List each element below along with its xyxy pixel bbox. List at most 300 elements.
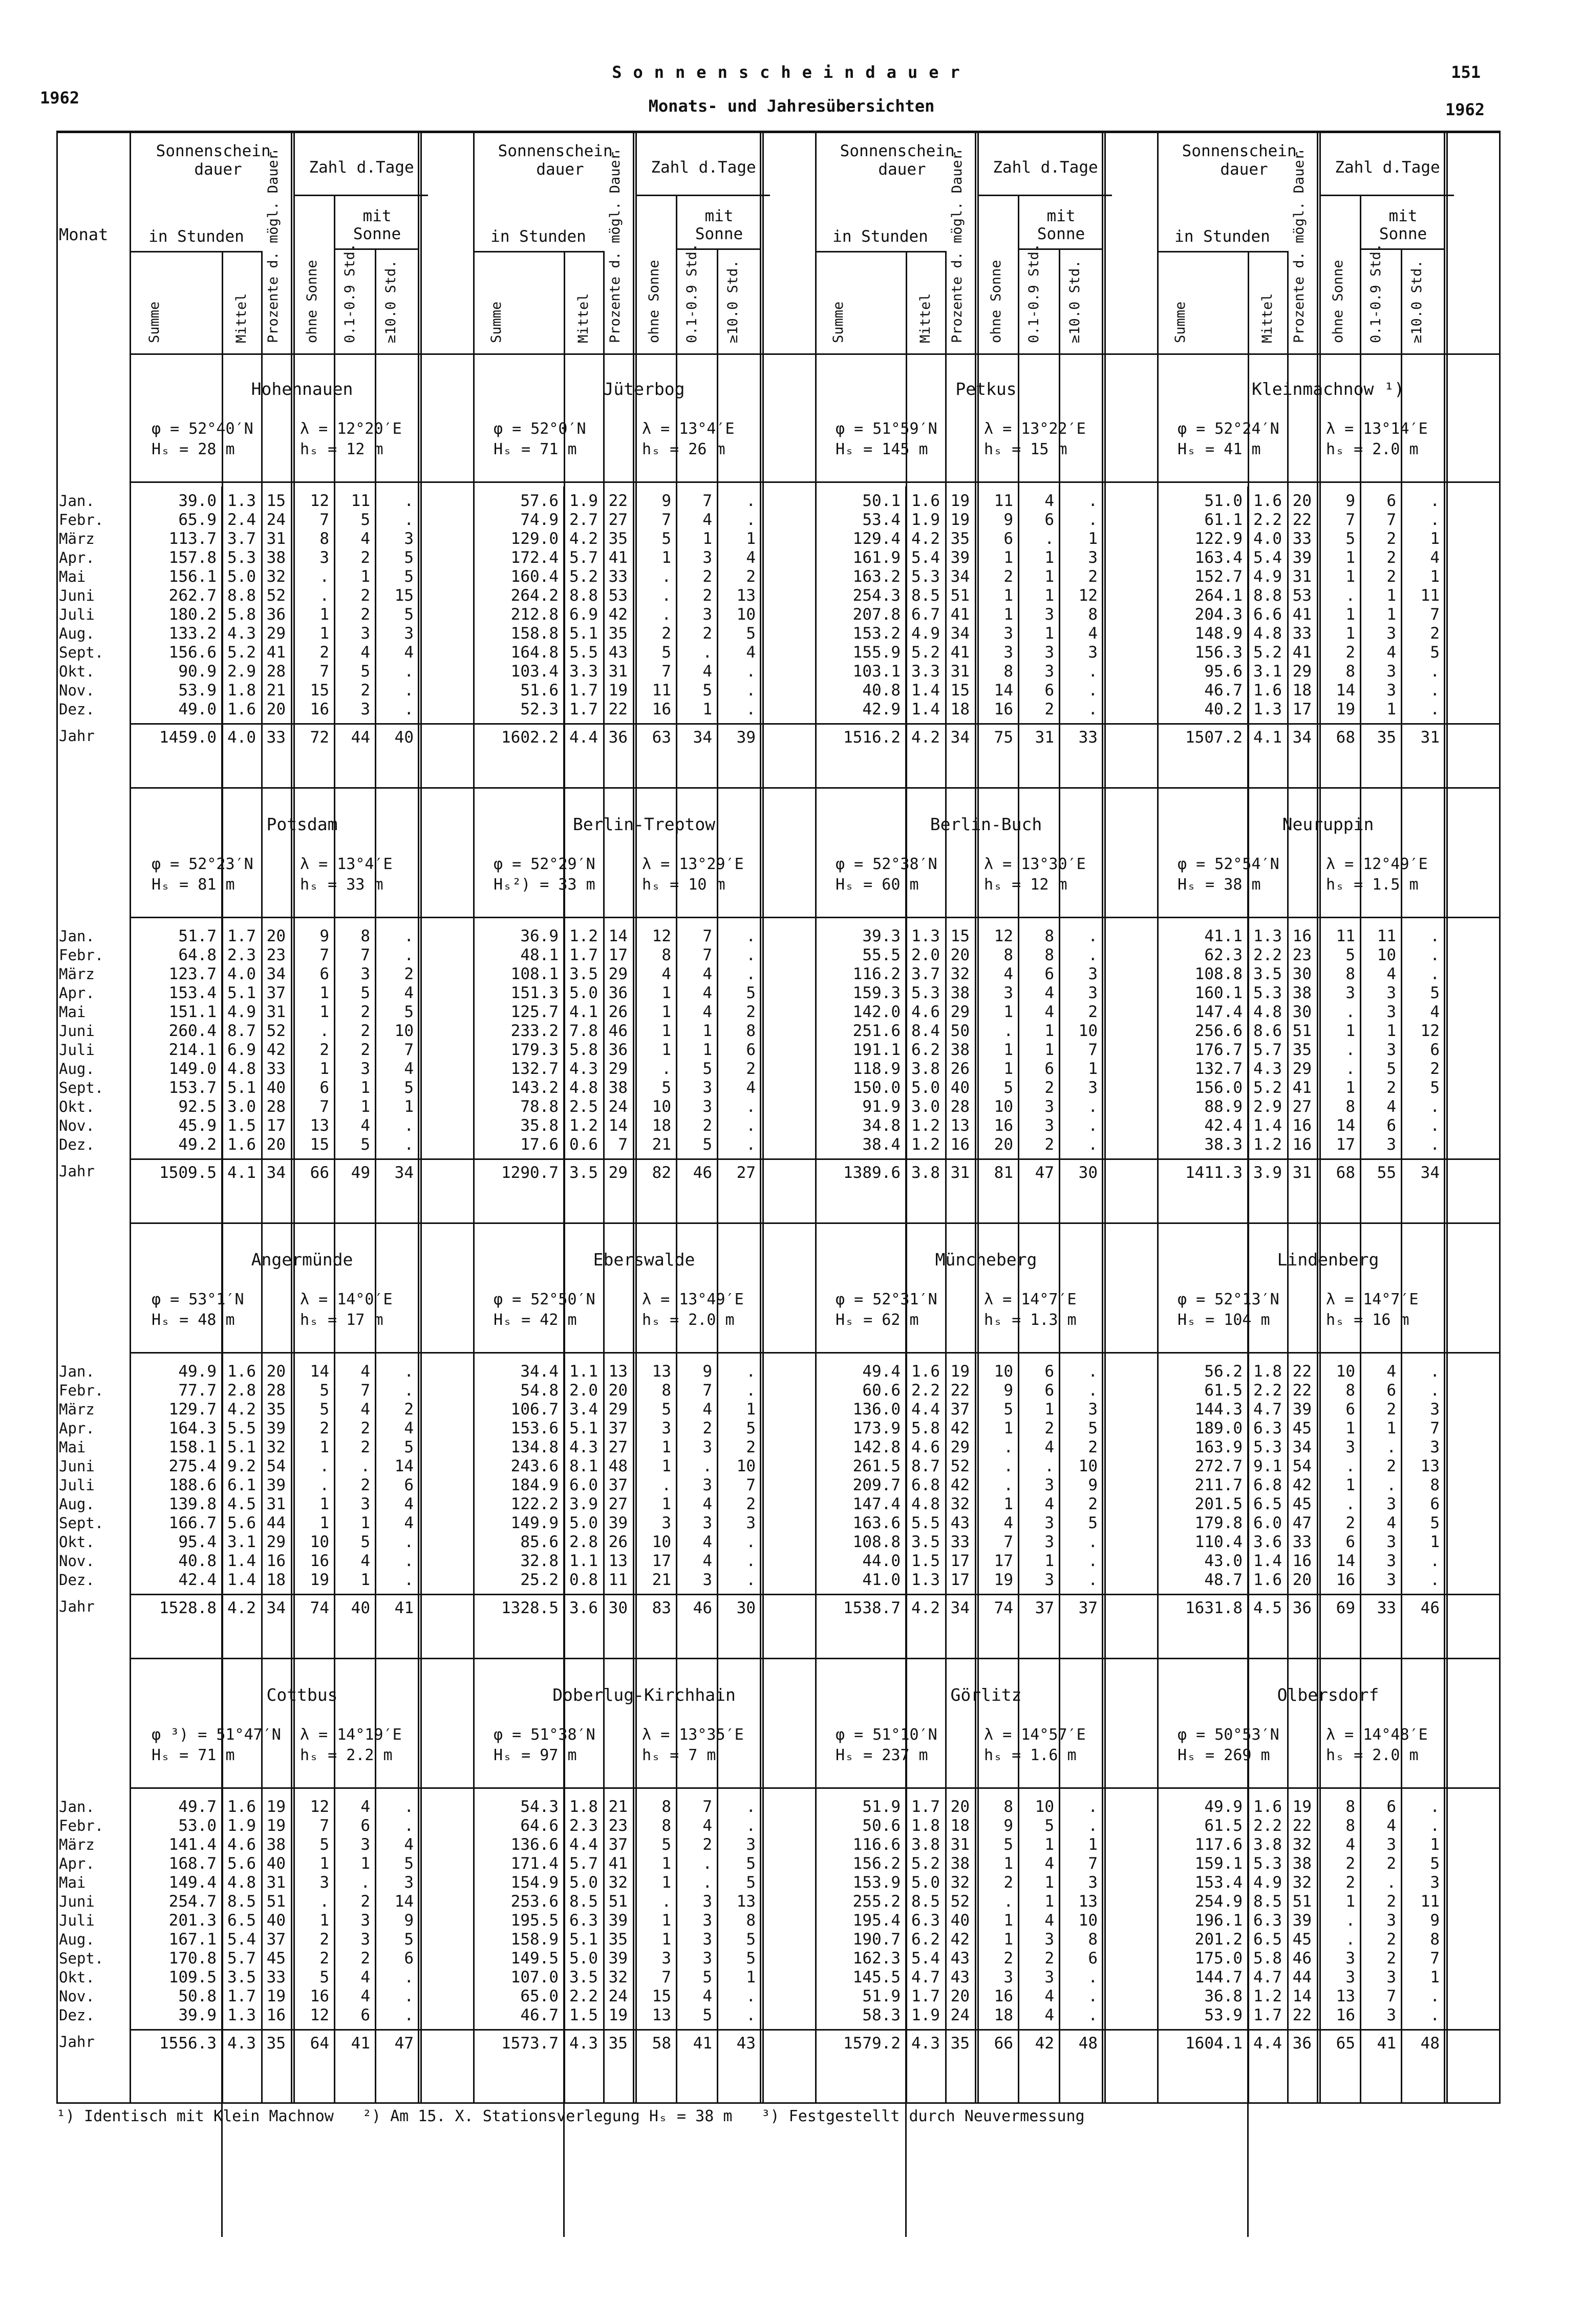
table-cell: .	[746, 700, 756, 719]
year-cell: 31	[1420, 728, 1440, 747]
table-bottom-rule	[58, 2102, 1501, 2104]
table-cell: .	[1430, 492, 1440, 510]
table-cell: 5	[661, 1835, 671, 1854]
table-cell: 19	[994, 1571, 1013, 1589]
table-cell: .	[1088, 1552, 1098, 1570]
table-cell: 78.8	[520, 1097, 559, 1116]
table-cell: 1	[1088, 1835, 1098, 1854]
table-cell: 173.9	[852, 1419, 901, 1438]
table-cell: 45	[1292, 1419, 1312, 1438]
station-column	[815, 133, 1159, 2104]
table-cell: 1.6	[227, 700, 256, 719]
year-cell: 47	[1035, 1164, 1054, 1182]
table-cell: 2	[702, 586, 712, 605]
table-cell: 61.1	[1204, 511, 1243, 529]
table-cell: 1.4	[227, 1571, 256, 1589]
table-cell: 3.3	[569, 662, 598, 681]
table-cell: 19	[266, 1816, 286, 1835]
table-cell: 1	[1345, 1476, 1355, 1494]
table-cell: 43.0	[1204, 1552, 1243, 1570]
year-cell: 1602.2	[501, 728, 559, 747]
table-cell: 11	[1420, 586, 1440, 605]
table-cell: 261.5	[852, 1457, 901, 1475]
sunshine-header-2: dauer	[536, 160, 584, 179]
year-right: 1962	[1445, 100, 1485, 119]
table-cell: 254.3	[852, 586, 901, 605]
table-cell: 40	[266, 1854, 286, 1873]
table-cell: 38	[1292, 984, 1312, 1002]
table-cell: 8	[1003, 662, 1013, 681]
table-cell: 33	[266, 1968, 286, 1987]
table-cell: 1	[319, 984, 329, 1002]
year-cell: 35	[266, 2034, 286, 2053]
table-cell: 6	[1044, 965, 1054, 983]
table-cell: .	[746, 1116, 756, 1135]
table-cell: 149.9	[510, 1514, 559, 1532]
year-cell: 41	[351, 2034, 370, 2053]
table-cell: 23	[608, 1816, 628, 1835]
table-cell: 16	[266, 1552, 286, 1570]
year-label: Jahr	[59, 1163, 95, 1180]
month-label: Nov.	[59, 1552, 95, 1570]
table-cell: 5.2	[1253, 1079, 1282, 1097]
table-cell: 1	[1003, 1930, 1013, 1949]
table-cell: 17	[266, 1116, 286, 1135]
with-sun-header: mit	[1046, 207, 1076, 225]
table-cell: 19	[266, 1987, 286, 2005]
with-sun-header: mit	[1388, 207, 1418, 225]
with-sun-header: mit	[362, 207, 392, 225]
table-cell: 23	[266, 946, 286, 964]
table-cell: .	[404, 946, 414, 964]
table-cell: 2.5	[569, 1097, 598, 1116]
table-cell: .	[746, 1381, 756, 1400]
table-cell: 5	[702, 2006, 712, 2024]
table-cell: 264.2	[510, 586, 559, 605]
station-elevation: Hₛ = 104 m	[1178, 1311, 1270, 1329]
table-cell: 2	[702, 567, 712, 586]
table-cell: 4	[1430, 1003, 1440, 1021]
station-name: Berlin-Buch	[930, 814, 1042, 834]
table-cell: 1	[1088, 1060, 1098, 1078]
table-cell: 7.8	[569, 1022, 598, 1040]
table-cell: .	[746, 1135, 756, 1154]
table-cell: 1	[661, 1495, 671, 1513]
table-cell: 6.6	[1253, 605, 1282, 624]
table-cell: 196.1	[1194, 1911, 1243, 1930]
month-label: Apr.	[59, 549, 95, 566]
table-cell: 3.8	[1253, 1835, 1282, 1854]
table-cell: 8.6	[1253, 1022, 1282, 1040]
column-label: ohne Sonne	[304, 260, 320, 343]
table-cell: 9.1	[1253, 1457, 1282, 1475]
table-cell: 3.8	[911, 1835, 940, 1854]
year-cell: 4.2	[911, 728, 940, 747]
table-cell: 44	[266, 1514, 286, 1532]
table-cell: 41	[950, 605, 970, 624]
station-name: Lindenberg	[1277, 1250, 1379, 1270]
station-elevation: Hₛ = 71 m	[494, 440, 577, 458]
year-cell: 4.1	[1253, 728, 1282, 747]
table-cell: 38	[266, 1835, 286, 1854]
table-cell: 5	[1003, 1079, 1013, 1097]
station-longitude: λ = 13°35′E	[642, 1726, 744, 1744]
station-block	[473, 1659, 815, 2095]
table-cell: 3	[1044, 1930, 1054, 1949]
table-cell: 65.0	[520, 1987, 559, 2005]
table-cell: .	[404, 927, 414, 945]
table-cell: 147.4	[852, 1495, 901, 1513]
table-cell: .	[404, 1816, 414, 1835]
table-cell: 149.5	[510, 1949, 559, 1968]
station-block	[1157, 353, 1499, 789]
table-cell: 1	[1088, 530, 1098, 548]
table-cell: 161.9	[852, 548, 901, 567]
table-cell: 4.8	[1253, 624, 1282, 643]
table-cell: 53.9	[1204, 2006, 1243, 2024]
table-cell: 5	[1345, 946, 1355, 964]
table-cell: 1.7	[569, 946, 598, 964]
table-cell: .	[746, 511, 756, 529]
month-label: Jan.	[59, 492, 95, 510]
table-cell: 3	[1044, 1533, 1054, 1551]
table-cell: 13	[608, 1552, 628, 1570]
table-cell: 90.9	[178, 662, 217, 681]
table-cell: 37	[608, 1476, 628, 1494]
table-cell: .	[1430, 700, 1440, 719]
year-rule	[473, 2029, 815, 2031]
table-cell: 40.2	[1204, 700, 1243, 719]
year-cell: 1509.5	[159, 1164, 217, 1182]
year-cell: 74	[994, 1599, 1013, 1617]
table-cell: 3	[1386, 1041, 1396, 1059]
table-cell: .	[1345, 1041, 1355, 1059]
table-cell: 254.7	[168, 1892, 217, 1911]
table-cell: 45	[1292, 1495, 1312, 1513]
year-cell: 1459.0	[159, 728, 217, 747]
table-cell: 1.6	[1253, 681, 1282, 700]
table-cell: 8	[1345, 1798, 1355, 1816]
table-cell: 17	[950, 1571, 970, 1589]
year-rule	[473, 1594, 815, 1595]
table-cell: 201.5	[1194, 1495, 1243, 1513]
table-cell: 5	[404, 1854, 414, 1873]
table-cell: 49.0	[178, 700, 217, 719]
table-cell: 3	[1003, 624, 1013, 643]
table-cell: 264.1	[1194, 586, 1243, 605]
table-cell: 1	[1345, 548, 1355, 567]
table-cell: 20	[608, 1381, 628, 1400]
table-cell: 4	[1044, 1854, 1054, 1873]
year-rule	[1157, 723, 1499, 725]
table-cell: 34	[950, 567, 970, 586]
month-label: Nov.	[59, 1117, 95, 1134]
table-cell: 29	[1292, 1060, 1312, 1078]
table-cell: 6	[1044, 1060, 1054, 1078]
table-cell: .	[746, 1362, 756, 1381]
table-cell: 5	[404, 1930, 414, 1949]
table-cell: 1.8	[227, 681, 256, 700]
table-cell: 3.4	[569, 1400, 598, 1419]
table-cell: 2	[1044, 1079, 1054, 1097]
year-cell: 1631.8	[1185, 1599, 1243, 1617]
year-cell: 40	[394, 728, 414, 747]
table-cell: 5	[360, 662, 370, 681]
table-cell: 3	[702, 548, 712, 567]
table-cell: 160.1	[1194, 984, 1243, 1002]
table-cell: 40	[266, 1079, 286, 1097]
table-cell: 1	[1345, 567, 1355, 586]
data-rule	[473, 481, 815, 483]
table-cell: 5.2	[227, 643, 256, 662]
table-cell: 17	[652, 1552, 671, 1570]
table-cell: 175.0	[1194, 1949, 1243, 1968]
table-cell: 6	[1044, 1362, 1054, 1381]
table-cell: 3.1	[1253, 662, 1282, 681]
table-cell: 29	[266, 1533, 286, 1551]
table-cell: 6.5	[1253, 1495, 1282, 1513]
table-cell: 4.3	[569, 1060, 598, 1078]
table-cell: 9	[702, 1362, 712, 1381]
table-cell: 1	[661, 1003, 671, 1021]
table-cell: 2.9	[1253, 1097, 1282, 1116]
year-rule	[815, 723, 1157, 725]
table-cell: 37	[950, 1400, 970, 1419]
year-cell: 83	[652, 1599, 671, 1617]
table-cell: 2.8	[569, 1533, 598, 1551]
table-cell: 3	[1044, 1514, 1054, 1532]
table-cell: 2	[319, 643, 329, 662]
table-cell: 3	[360, 1911, 370, 1930]
table-cell: 16	[994, 1116, 1013, 1135]
table-cell: .	[404, 700, 414, 719]
table-cell: 8	[1044, 946, 1054, 964]
table-cell: 4.9	[1253, 1873, 1282, 1892]
table-cell: 4	[404, 1060, 414, 1078]
table-cell: .	[1345, 1930, 1355, 1949]
table-cell: 5	[319, 1381, 329, 1400]
table-cell: 41	[608, 1854, 628, 1873]
year-cell: 1573.7	[501, 2034, 559, 2053]
table-cell: 5.6	[227, 1514, 256, 1532]
table-cell: 132.7	[510, 1060, 559, 1078]
table-cell: 3.0	[227, 1097, 256, 1116]
table-cell: 22	[1292, 2006, 1312, 2024]
table-cell: .	[1345, 1003, 1355, 1021]
month-label: Juli	[59, 1041, 95, 1059]
table-cell: 64.8	[178, 946, 217, 964]
table-cell: 4.3	[227, 624, 256, 643]
table-cell: 17	[1336, 1135, 1355, 1154]
table-cell: .	[1430, 681, 1440, 700]
table-cell: 109.5	[168, 1968, 217, 1987]
year-cell: 58	[652, 2034, 671, 2053]
column-label: Summe	[1172, 301, 1188, 343]
table-cell: 3	[1345, 984, 1355, 1002]
table-cell: 3	[702, 1930, 712, 1949]
month-label: Juli	[59, 606, 95, 623]
table-cell: 3	[661, 1949, 671, 1968]
table-cell: 153.4	[168, 984, 217, 1002]
table-cell: 4.7	[911, 1968, 940, 1987]
table-cell: .	[746, 927, 756, 945]
station-elevation: Hₛ = 62 m	[836, 1311, 919, 1329]
year-cell: 41	[693, 2034, 712, 2053]
table-cell: 7	[702, 1381, 712, 1400]
table-cell: 2.7	[569, 511, 598, 529]
table-cell: 5	[404, 1438, 414, 1456]
table-cell: 7	[1430, 605, 1440, 624]
table-cell: 26	[608, 1003, 628, 1021]
table-cell: 6	[360, 2006, 370, 2024]
table-cell: 20	[266, 927, 286, 945]
station-longitude: λ = 14°0′E	[300, 1291, 393, 1308]
table-cell: .	[1345, 1495, 1355, 1513]
table-cell: 3	[702, 1911, 712, 1930]
table-cell: 16	[1292, 927, 1312, 945]
table-cell: 4	[702, 511, 712, 529]
table-cell: 28	[266, 1097, 286, 1116]
station-height: hₛ = 1.6 m	[984, 1746, 1077, 1764]
table-cell: 11	[1336, 927, 1355, 945]
table-cell: 1	[1386, 586, 1396, 605]
year-cell: 3.8	[911, 1164, 940, 1182]
year-cell: 69	[1336, 1599, 1355, 1617]
table-cell: 9	[1003, 1381, 1013, 1400]
table-cell: 16	[950, 1135, 970, 1154]
table-cell: 3	[1430, 1438, 1440, 1456]
month-label: Juli	[59, 1912, 95, 1929]
table-cell: 254.9	[1194, 1892, 1243, 1911]
table-cell: 179.8	[1194, 1514, 1243, 1532]
station-latitude: φ = 53°1′N	[152, 1291, 244, 1308]
table-cell: 5	[319, 1968, 329, 1987]
table-cell: 3.0	[911, 1097, 940, 1116]
month-label: Juni	[59, 1457, 95, 1475]
table-cell: 46	[608, 1022, 628, 1040]
table-cell: 13	[608, 1362, 628, 1381]
table-cell: 5.0	[569, 984, 598, 1002]
table-cell: 5	[1345, 530, 1355, 548]
table-cell: 8.5	[569, 1892, 598, 1911]
hours-header: in Stunden	[1174, 227, 1270, 246]
table-cell: 36	[266, 605, 286, 624]
table-cell: 13	[652, 2006, 671, 2024]
table-cell: 50.1	[862, 492, 901, 510]
table-cell: .	[702, 1457, 712, 1475]
table-cell: 2	[1386, 1079, 1396, 1097]
table-cell: 7	[1088, 1041, 1098, 1059]
table-cell: 153.6	[510, 1419, 559, 1438]
table-cell: 15	[310, 1135, 329, 1154]
table-cell: 8	[1044, 927, 1054, 945]
table-cell: 2	[1386, 567, 1396, 586]
table-cell: 5	[746, 1949, 756, 1968]
month-label: Okt.	[59, 1098, 95, 1115]
table-cell: 41	[950, 643, 970, 662]
year-cell: 1516.2	[843, 728, 901, 747]
year-cell: 36	[608, 728, 628, 747]
table-cell: .	[1088, 2006, 1098, 2024]
table-cell: 41	[1292, 643, 1312, 662]
table-cell: 8	[1345, 1381, 1355, 1400]
table-cell: 24	[608, 1987, 628, 2005]
table-cell: 36	[608, 1041, 628, 1059]
table-cell: 29	[950, 1003, 970, 1021]
table-cell: 1.3	[1253, 927, 1282, 945]
table-cell: 46.7	[520, 2006, 559, 2024]
year-cell: 1507.2	[1185, 728, 1243, 747]
column-label: Prozente d. mögl. Dauer	[949, 152, 965, 343]
table-cell: 2	[319, 1419, 329, 1438]
table-cell: 3.5	[227, 1968, 256, 1987]
table-cell: 189.0	[1194, 1419, 1243, 1438]
table-cell: 50.6	[862, 1816, 901, 1835]
table-cell: 7	[1088, 1854, 1098, 1873]
column-label: ≥10.0 Std.	[725, 260, 741, 343]
table-cell: .	[1430, 1816, 1440, 1835]
table-cell: .	[360, 1873, 370, 1892]
table-cell: 13	[1336, 1987, 1355, 2005]
table-cell: 26	[608, 1533, 628, 1551]
table-cell: 256.6	[1194, 1022, 1243, 1040]
table-cell: 29	[608, 965, 628, 983]
table-cell: 8	[1430, 1476, 1440, 1494]
table-cell: 38	[1292, 1854, 1312, 1873]
table-cell: 2	[360, 1041, 370, 1059]
table-cell: 32	[1292, 1835, 1312, 1854]
table-cell: 4	[1386, 643, 1396, 662]
table-cell: 3	[1044, 605, 1054, 624]
table-cell: 2	[1430, 624, 1440, 643]
table-cell: 33	[1292, 530, 1312, 548]
table-cell: 163.2	[852, 567, 901, 586]
table-cell: 52	[266, 586, 286, 605]
table-cell: 38.3	[1204, 1135, 1243, 1154]
table-cell: .	[1430, 965, 1440, 983]
table-cell: 1	[1044, 567, 1054, 586]
table-cell: 13	[950, 1116, 970, 1135]
table-cell: 9	[1088, 1476, 1098, 1494]
table-cell: 2	[1345, 643, 1355, 662]
table-cell: 31	[950, 1835, 970, 1854]
table-cell: 7	[746, 1476, 756, 1494]
table-cell: 12	[652, 927, 671, 945]
table-cell: 7	[319, 946, 329, 964]
year-rule	[815, 1594, 1157, 1595]
table-cell: 2	[1088, 1495, 1098, 1513]
table-cell: 1.8	[1253, 1362, 1282, 1381]
table-cell: 8	[661, 1798, 671, 1816]
table-cell: 1	[319, 1911, 329, 1930]
table-cell: 4	[746, 1079, 756, 1097]
table-cell: 51	[1292, 1892, 1312, 1911]
days-header: Zahl d.Tage	[651, 158, 756, 177]
table-cell: .	[1088, 1816, 1098, 1835]
column-label: 0.1-0.9 Std.	[342, 243, 358, 343]
table-cell: .	[661, 605, 671, 624]
table-cell: 1.7	[569, 700, 598, 719]
table-cell: 14	[1292, 1987, 1312, 2005]
table-cell: 1	[702, 1041, 712, 1059]
month-label: Mai	[59, 1003, 86, 1021]
table-cell: 17	[994, 1552, 1013, 1570]
year-cell: 30	[736, 1599, 756, 1617]
data-rule	[131, 917, 473, 918]
table-cell: 1.2	[569, 927, 598, 945]
table-cell: 1	[1430, 1835, 1440, 1854]
with-sun-header-2: Sonne	[353, 225, 401, 243]
